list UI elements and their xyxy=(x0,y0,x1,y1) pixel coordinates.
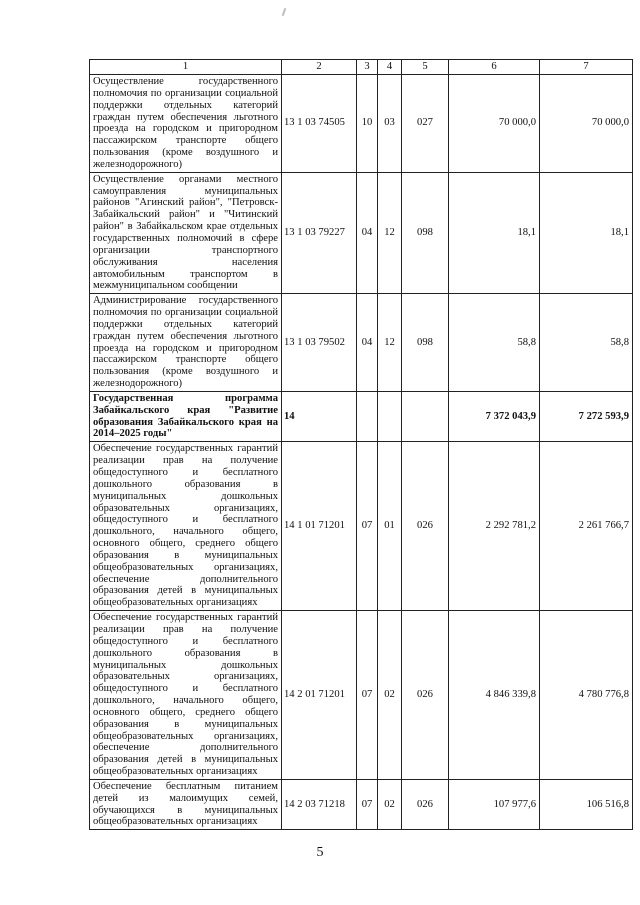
amount-cell: 70 000,0 xyxy=(540,75,633,173)
header-cell: 5 xyxy=(402,60,449,75)
amount-cell: 7 372 043,9 xyxy=(449,391,540,441)
subsection-cell: 01 xyxy=(378,442,402,611)
amount-cell: 7 272 593,9 xyxy=(540,391,633,441)
section-cell: 07 xyxy=(357,779,378,829)
expense-type-cell: 027 xyxy=(402,75,449,173)
budget-code-cell: 13 1 03 79502 xyxy=(282,294,357,392)
budget-code-cell: 14 1 01 71201 xyxy=(282,442,357,611)
subsection-cell: 12 xyxy=(378,172,402,293)
budget-code-cell: 14 2 01 71201 xyxy=(282,611,357,780)
table-row xyxy=(90,172,633,293)
expense-type-cell: 098 xyxy=(402,294,449,392)
table-row xyxy=(90,75,633,173)
expense-type-cell: 026 xyxy=(402,779,449,829)
scan-mark xyxy=(282,8,287,16)
table-row xyxy=(90,611,633,780)
header-cell: 6 xyxy=(449,60,540,75)
section-cell: 04 xyxy=(357,294,378,392)
budget-code-cell: 13 1 03 79227 xyxy=(282,172,357,293)
amount-cell: 2 292 781,2 xyxy=(449,442,540,611)
subsection-cell: 03 xyxy=(378,75,402,173)
row-name-cell: Обеспечение государственных гарантий реализации прав на получение общедоступного и бесплатного дошкольного образования в муниципальных дошкольных образовательных организациях, общедоступного и бесплатного дошкольного, начального общего, основного общего, среднего общего образования в муниципальных общеобразовательных организациях, обеспечение дополнительного образования детей в муниципальных общеобразовательных организациях xyxy=(90,611,282,780)
amount-cell: 4 780 776,8 xyxy=(540,611,633,780)
table-header-row xyxy=(90,60,633,75)
table-row xyxy=(90,294,633,392)
row-name-cell: Обеспечение государственных гарантий реализации прав на получение общедоступного и бесплатного дошкольного образования в муниципальных дошкольных образовательных организациях, общедоступного и бесплатного дошкольного, начального общего, основного общего, среднего общего образования в муниципальных общеобразовательных организациях, обеспечение дополнительного образования детей в муниципальных общеобразовательных организациях xyxy=(90,442,282,611)
table-row xyxy=(90,391,633,441)
amount-cell: 4 846 339,8 xyxy=(449,611,540,780)
section-cell: 07 xyxy=(357,611,378,780)
amount-cell: 106 516,8 xyxy=(540,779,633,829)
page-number: 5 xyxy=(316,845,324,860)
budget-code-cell: 14 xyxy=(282,391,357,441)
amount-cell: 18,1 xyxy=(449,172,540,293)
subsection-cell: 02 xyxy=(378,779,402,829)
row-name-cell: Осуществление органами местного самоуправления муниципальных районов "Агинский район", "Петровск-Забайкальский район" и "Читинский район" в Забайкальском крае отдельных государственных полномочий в сфере организации транспортного обслуживания населения автомобильным транспортом в межмуниципальном сообщении xyxy=(90,172,282,293)
table-row xyxy=(90,779,633,829)
amount-cell: 58,8 xyxy=(449,294,540,392)
expense-type-cell: 098 xyxy=(402,172,449,293)
budget-table xyxy=(89,59,633,830)
amount-cell: 107 977,6 xyxy=(449,779,540,829)
header-cell: 4 xyxy=(378,60,402,75)
expense-type-cell: 026 xyxy=(402,611,449,780)
row-name-cell: Государственная программа Забайкальского края "Развитие образования Забайкальского края на 2014–2025 годы" xyxy=(90,391,282,441)
header-cell: 3 xyxy=(357,60,378,75)
section-cell: 07 xyxy=(357,442,378,611)
amount-cell: 2 261 766,7 xyxy=(540,442,633,611)
subsection-cell xyxy=(378,391,402,441)
row-name-cell: Осуществление государственного полномочия по организации социальной поддержки отдельных категорий граждан путем обеспечения льготного проезда на городском и пригородном пассажирском транспорте общего пользования (кроме воздушного и железнодорожного) xyxy=(90,75,282,173)
section-cell: 10 xyxy=(357,75,378,173)
row-name-cell: Обеспечение бесплатным питанием детей из малоимущих семей, обучающихся в муниципальных общеобразовательных организациях xyxy=(90,779,282,829)
row-name-cell: Администрирование государственного полномочия по организации социальной поддержки отдельных категорий граждан путем обеспечения льготного проезда на городском и пригородном пассажирском транспорте общего пользования (кроме воздушного и железнодорожного) xyxy=(90,294,282,392)
amount-cell: 18,1 xyxy=(540,172,633,293)
expense-type-cell xyxy=(402,391,449,441)
section-cell xyxy=(357,391,378,441)
amount-cell: 70 000,0 xyxy=(449,75,540,173)
amount-cell: 58,8 xyxy=(540,294,633,392)
subsection-cell: 12 xyxy=(378,294,402,392)
section-cell: 04 xyxy=(357,172,378,293)
header-cell: 7 xyxy=(540,60,633,75)
table-row xyxy=(90,442,633,611)
header-cell: 1 xyxy=(90,60,282,75)
subsection-cell: 02 xyxy=(378,611,402,780)
expense-type-cell: 026 xyxy=(402,442,449,611)
header-cell: 2 xyxy=(282,60,357,75)
budget-code-cell: 13 1 03 74505 xyxy=(282,75,357,173)
budget-code-cell: 14 2 03 71218 xyxy=(282,779,357,829)
